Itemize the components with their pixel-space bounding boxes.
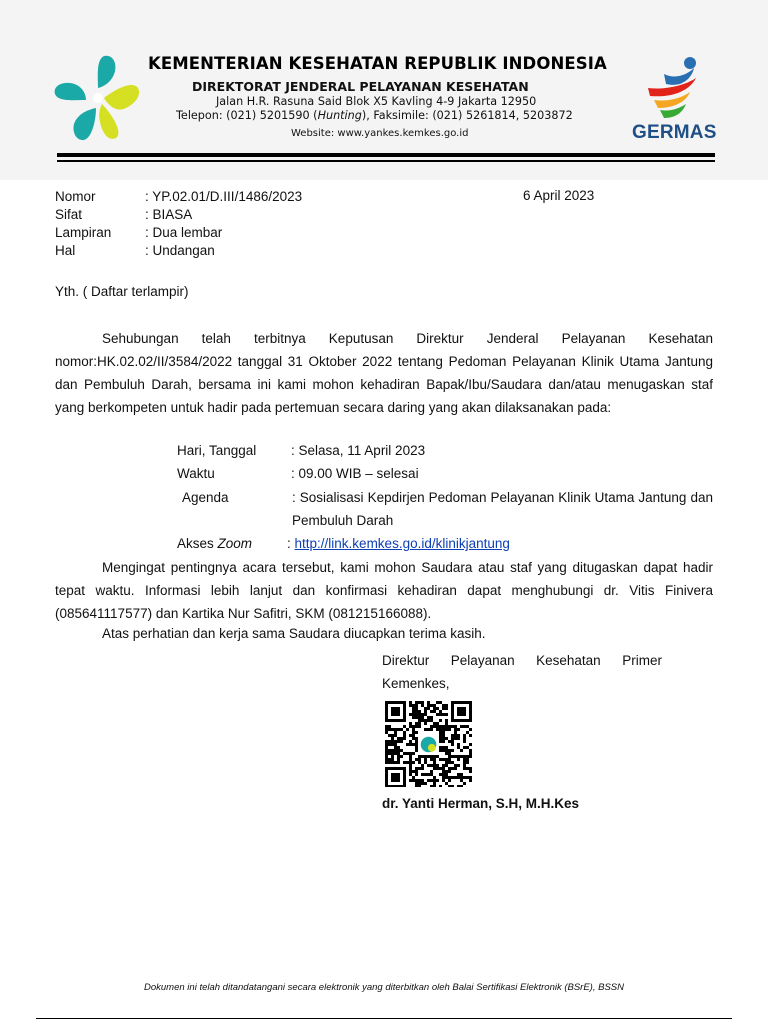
- body-paragraph-3: Atas perhatian dan kerja sama Saudara diucapkan terima kasih.: [102, 626, 486, 641]
- salutation: Yth. ( Daftar terlampir): [55, 284, 189, 299]
- signature-qr-code: [385, 701, 475, 787]
- detail-agenda-value: : Sosialisasi Kepdirjen Pedoman Pelayanan Klinik Utama Jantung dan Pembuluh Darah: [292, 490, 713, 528]
- letter-meta: [55, 188, 302, 260]
- office-website: Website: www.yankes.kemkes.go.id: [291, 128, 469, 139]
- detail-hari-value: : Selasa, 11 April 2023: [291, 443, 426, 458]
- letterhead-rule-thick: [57, 153, 715, 157]
- ministry-name: KEMENTERIAN KESEHATAN REPUBLIK INDONESIA: [148, 54, 607, 73]
- signer-name: dr. Yanti Herman, S.H, M.H.Kes: [382, 796, 580, 811]
- office-address: Jalan H.R. Rasuna Said Blok X5 Kavling 4-9 Jakarta 12950: [216, 95, 537, 108]
- detail-akses-value: : http://link.kemkes.go.id/klinikjantung: [287, 536, 510, 551]
- meta-sifat: Sifat : BIASA: [55, 207, 193, 222]
- signature-block: [382, 649, 662, 695]
- meta-lampiran: Lampiran : Dua lembar: [55, 225, 223, 240]
- directorate-name: DIREKTORAT JENDERAL PELAYANAN KESEHATAN: [192, 79, 529, 94]
- signer-title: Direktur Pelayanan Kesehatan Primer: [382, 653, 662, 668]
- letter-date: 6 April 2023: [523, 188, 595, 203]
- detail-akses-label: Akses Zoom: [177, 536, 253, 551]
- letterhead-rule-thin: [57, 160, 715, 162]
- footer-rule: [36, 1018, 732, 1019]
- signer-org: Kemenkes,: [382, 676, 450, 691]
- e-signature-footnote: Dokumen ini telah ditandatangani secara elektronik yang diterbitkan oleh Balai Sertifikasi Elektronik (BSrE), BSSN: [144, 982, 624, 993]
- body-paragraph-1: Sehubungan telah terbitnya Keputusan Direktur Jenderal Pelayanan Kesehatan nomor:HK.02.02/II/3584/2022 tanggal 31 Oktober 2022 tentang Pedoman Pelayanan Klinik Utama Jantung dan Pembuluh Darah, bersama ini kami mohon kehadiran Bapak/Ibu/Saudara dan/atau menugaskan staf yang berkompeten untuk hadir pada pertemuan secara daring yang akan dilaksanakan pada:: [55, 331, 713, 415]
- detail-agenda-label: Agenda: [182, 490, 229, 505]
- kemenkes-logo: [52, 52, 142, 144]
- body-paragraph-2: Mengingat pentingnya acara tersebut, kami mohon Saudara atau staf yang ditugaskan dapat hadir tepat waktu. Informasi lebih lanjut dan konfirmasi kehadiran dapat menghubungi dr. Vitis Finivera (085641117577) dan Kartika Nur Safitri, SKM (081215166088).: [55, 560, 713, 621]
- meta-nomor: Nomor : YP.02.01/D.III/1486/2023: [55, 189, 303, 204]
- detail-waktu-value: : 09.00 WIB – selesai: [291, 466, 419, 481]
- meta-hal: Hal : Undangan: [55, 243, 215, 258]
- office-phone: Telepon: (021) 5201590 (Hunting), Faksimile: (021) 5261814, 5203872: [176, 109, 573, 122]
- detail-hari-label: Hari, Tanggal: [177, 443, 257, 458]
- letterhead-text: [148, 54, 628, 139]
- germas-wordmark: GERMAS: [632, 122, 717, 143]
- detail-waktu-label: Waktu: [177, 466, 215, 481]
- zoom-link[interactable]: http://link.kemkes.go.id/klinikjantung: [294, 536, 510, 551]
